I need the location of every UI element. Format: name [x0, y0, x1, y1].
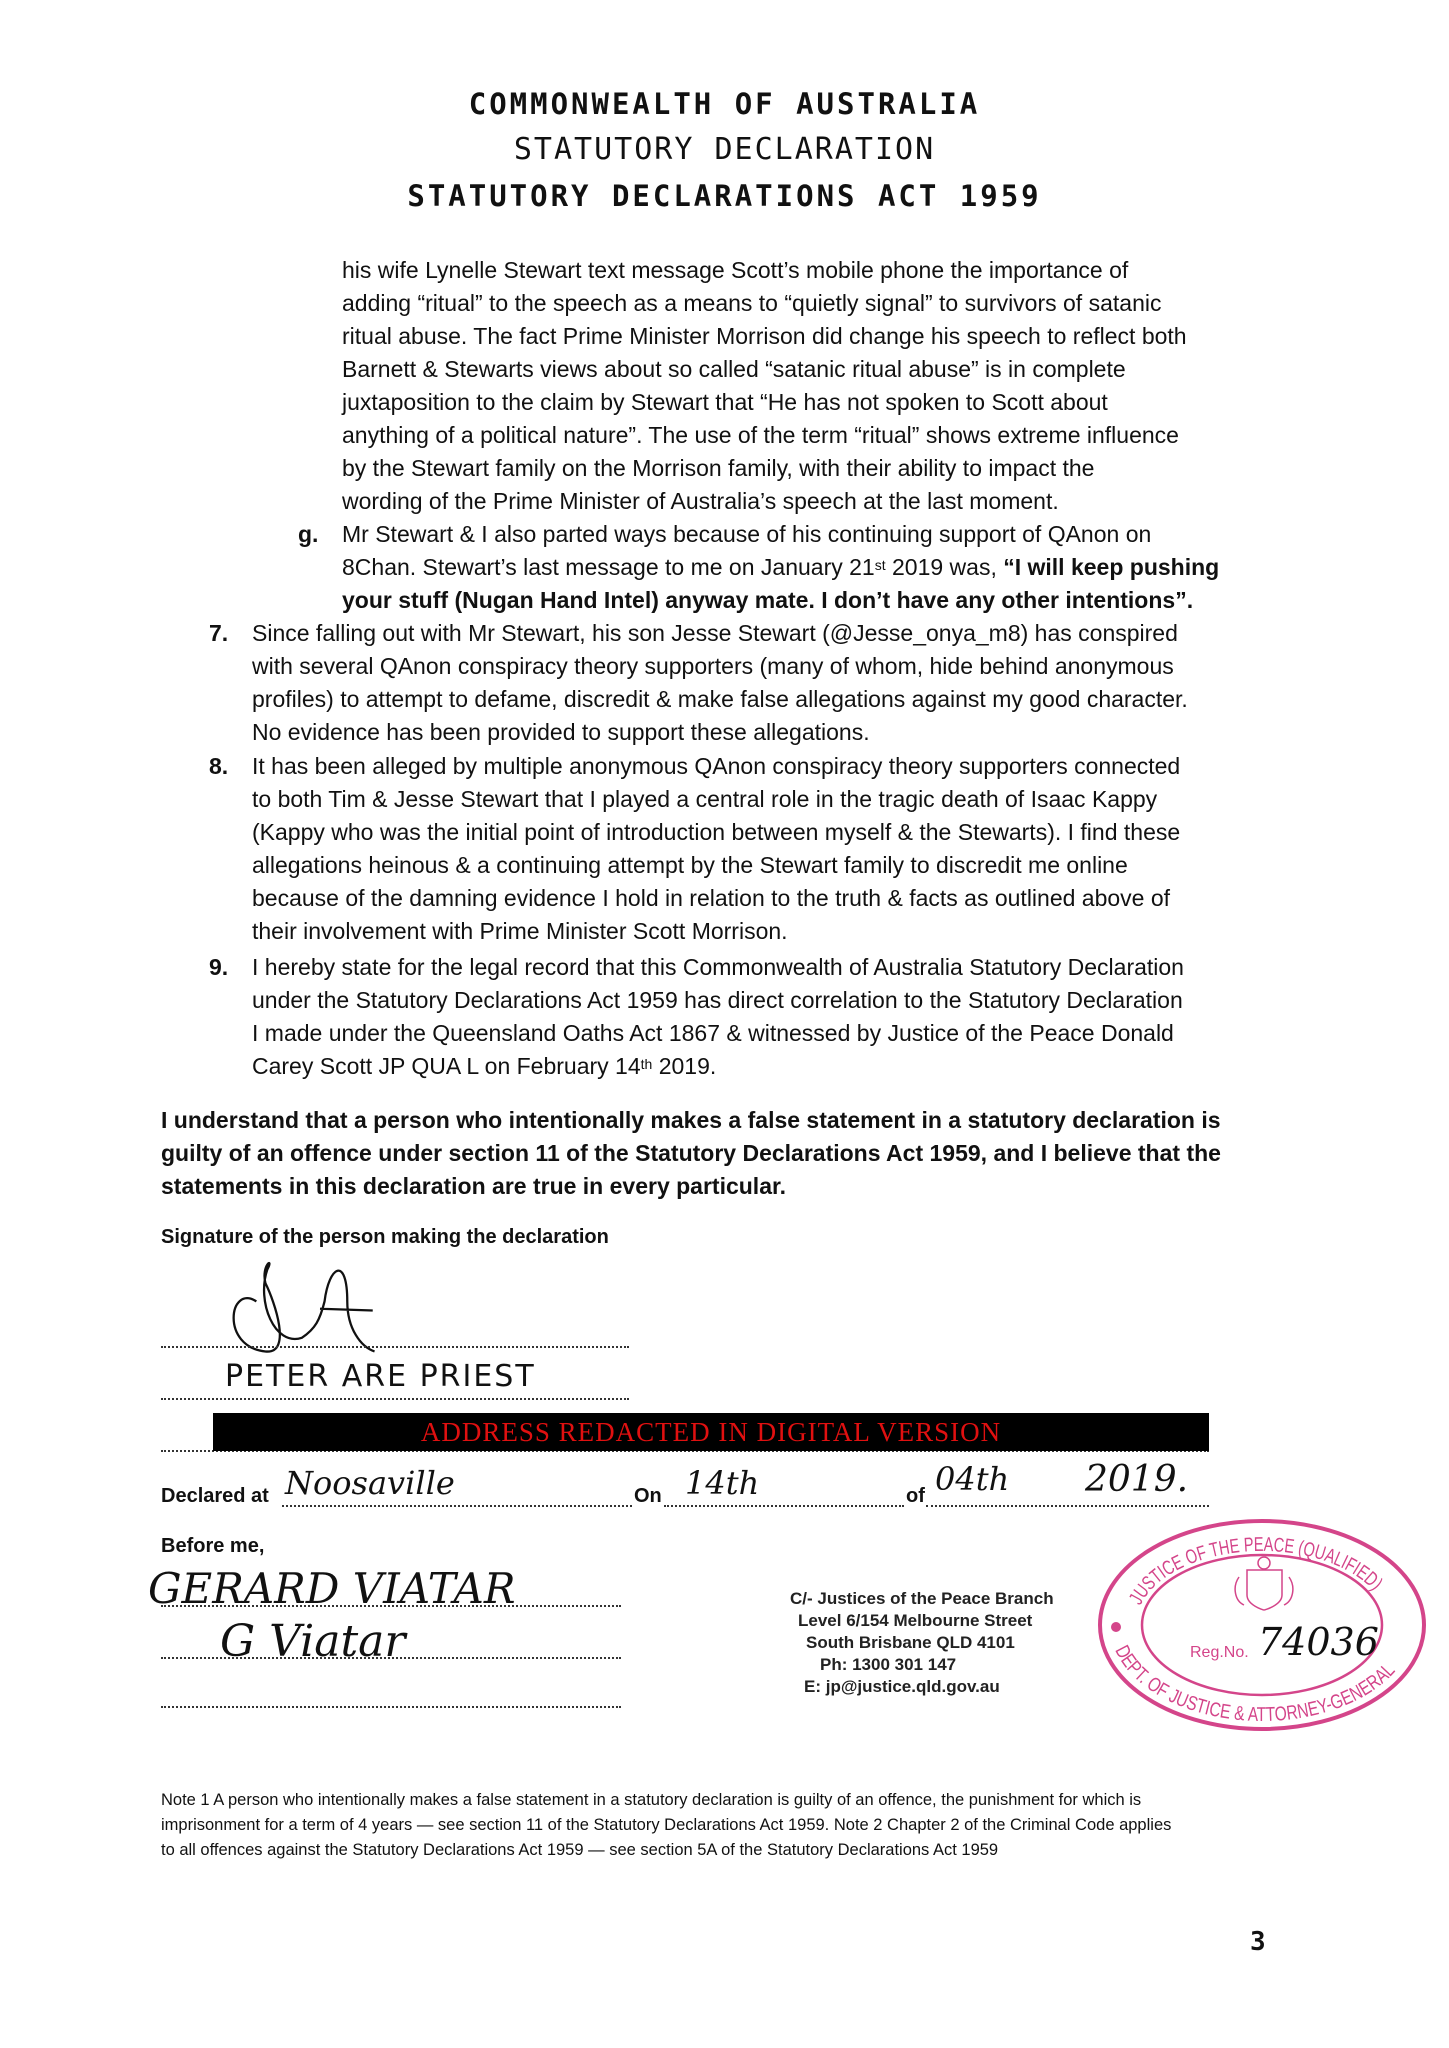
- superscript: th: [640, 1056, 653, 1072]
- text-line: his wife Lynelle Stewart text message Scott’s mobile phone the importance of: [342, 257, 1129, 283]
- text-line: allegations heinous & a continuing attempt by the Stewart family to discredit me online: [252, 852, 1128, 878]
- declared-at-line: [282, 1505, 632, 1507]
- item-label: g.: [298, 521, 319, 547]
- stamp-line: Level 6/154 Melbourne Street: [798, 1611, 1033, 1630]
- signature-line: [161, 1346, 629, 1348]
- of-label: of: [906, 1485, 925, 1507]
- on-label: On: [634, 1485, 662, 1507]
- text-line: [252, 1050, 716, 1083]
- text-line: No evidence has been provided to support these allegations.: [252, 719, 870, 745]
- text-line: guilty of an offence under section 11 of the Statutory Declarations Act 1959, and I believe that the: [161, 1140, 1221, 1166]
- declarant-name: PETER ARE PRIEST: [225, 1359, 536, 1394]
- item-label: 8.: [209, 753, 229, 779]
- text-line: statements in this declaration are true in every particular.: [161, 1173, 787, 1199]
- text-line: with several QAnon conspiracy theory supporters (many of whom, hide behind anonymous: [252, 653, 1174, 679]
- text-line: Since falling out with Mr Stewart, his son Jesse Stewart (@Jesse_onya_m8) has conspired: [252, 620, 1178, 646]
- text-line: juxtaposition to the claim by Stewart that “He has not spoken to Scott about: [342, 389, 1108, 415]
- name-line: [161, 1398, 629, 1400]
- coat-of-arms-icon: [1235, 1557, 1293, 1610]
- text: Carey Scott JP QUA L on February 14: [252, 1053, 641, 1079]
- text-line: It has been alleged by multiple anonymous QAnon conspiracy theory supporters connected: [252, 753, 1181, 779]
- signature-label: Signature of the person making the declaration: [161, 1226, 609, 1248]
- jp-address-stamp: [790, 1588, 1054, 1698]
- text-line: (Kappy who was the initial point of introduction between myself & the Stewarts). I find these: [252, 819, 1181, 845]
- text-line: I hereby state for the legal record that this Commonwealth of Australia Statutory Declaration: [252, 954, 1184, 980]
- note-line: imprisonment for a term of 4 years — see section 11 of the Statutory Declarations Act 1959. Note 2 Chapter 2 of the Criminal Code applies: [161, 1816, 1172, 1834]
- witness-signature: G Viatar: [220, 1616, 406, 1667]
- note-line: to all offences against the Statutory Declarations Act 1959 — see section 5A of the Statutory Declarations Act 1959: [161, 1841, 999, 1859]
- text-line: to both Tim & Jesse Stewart that I played a central role in the tragic death of Isaac Kappy: [252, 786, 1158, 812]
- text: 2019 was,: [885, 554, 1004, 580]
- text: 8Chan. Stewart’s last message to me on January 21: [342, 554, 875, 580]
- header-statutory-declaration: STATUTORY DECLARATION: [513, 132, 936, 167]
- seal-bottom-text: DEPT. OF JUSTICE & ATTORNEY-GENERAL: [1110, 1642, 1401, 1727]
- of-line: [926, 1505, 1209, 1507]
- note-line: Note 1 A person who intentionally makes a false statement in a statutory declaration is guilty of an offence, the punishment for which is: [161, 1791, 1142, 1809]
- jp-seal: [1092, 1515, 1432, 1737]
- before-me-label: Before me,: [161, 1535, 265, 1557]
- stamp-line: E: jp@justice.qld.gov.au: [804, 1677, 1000, 1696]
- text-line: adding “ritual” to the speech as a means to “quietly signal” to survivors of satanic: [342, 290, 1162, 316]
- superscript: st: [874, 557, 886, 573]
- text-line: [342, 551, 1219, 584]
- seal-top-text: JUSTICE OF THE PEACE (QUALIFIED): [1125, 1533, 1388, 1609]
- text-line: wording of the Prime Minister of Australia’s speech at the last moment.: [342, 488, 1059, 514]
- stamp-line: Ph: 1300 301 147: [820, 1655, 957, 1674]
- declarant-signature: [200, 1256, 440, 1356]
- quote-bold: “I will keep pushing: [1003, 554, 1220, 580]
- text-line: under the Statutory Declarations Act 1959 has direct correlation to the Statutory Declaration: [252, 987, 1183, 1013]
- declared-at-value: Noosaville: [285, 1464, 455, 1502]
- of-value: 04th: [935, 1460, 1010, 1498]
- on-value: 14th: [685, 1464, 760, 1502]
- year-value: 2019.: [1085, 1459, 1189, 1500]
- witness-line: [161, 1605, 621, 1607]
- on-line: [664, 1505, 904, 1507]
- text-line: by the Stewart family on the Morrison family, with their ability to impact the: [342, 455, 1095, 481]
- text: 2019.: [652, 1053, 717, 1079]
- text-line: I made under the Queensland Oaths Act 1867 & witnessed by Justice of the Peace Donald: [252, 1020, 1174, 1046]
- header-commonwealth: COMMONWEALTH OF AUSTRALIA: [468, 87, 981, 121]
- text-line: Mr Stewart & I also parted ways because of his continuing support of QAnon on: [342, 521, 1152, 547]
- text-line: their involvement with Prime Minister Scott Morrison.: [252, 918, 788, 944]
- stamp-line: C/- Justices of the Peace Branch: [790, 1589, 1054, 1608]
- item-label: 9.: [209, 954, 229, 980]
- text-line: because of the damning evidence I hold in relation to the truth & facts as outlined above of: [252, 885, 1171, 911]
- seal-reg-number: 74036: [1258, 1620, 1379, 1664]
- text-line: profiles) to attempt to defame, discredit & make false allegations against my good character.: [252, 686, 1188, 712]
- text-line: I understand that a person who intentionally makes a false statement in a statutory declaration is: [161, 1107, 1221, 1133]
- item-label: 7.: [209, 620, 229, 646]
- witness-line: [161, 1706, 621, 1708]
- witness-line: [161, 1657, 621, 1659]
- seal-dot: [1111, 1622, 1121, 1632]
- seal-reg-label: Reg.No.: [1190, 1644, 1249, 1661]
- header-act: STATUTORY DECLARATIONS ACT 1959: [407, 179, 1042, 213]
- text-line: Barnett & Stewarts views about so called “satanic ritual abuse” is in complete: [342, 356, 1126, 382]
- text-line: anything of a political nature”. The use of the term “ritual” shows extreme influence: [342, 422, 1179, 448]
- text-line: ritual abuse. The fact Prime Minister Morrison did change his speech to reflect both: [342, 323, 1187, 349]
- stamp-line: South Brisbane QLD 4101: [806, 1633, 1015, 1652]
- declared-at-label: Declared at: [161, 1485, 269, 1507]
- witness-name: GERARD VIATAR: [148, 1564, 516, 1613]
- redaction-bar: ADDRESS REDACTED IN DIGITAL VERSION: [213, 1413, 1209, 1451]
- page-number: 3: [1250, 1927, 1266, 1957]
- quote-bold: your stuff (Nugan Hand Intel) anyway mate. I don’t have any other intentions”.: [342, 587, 1194, 613]
